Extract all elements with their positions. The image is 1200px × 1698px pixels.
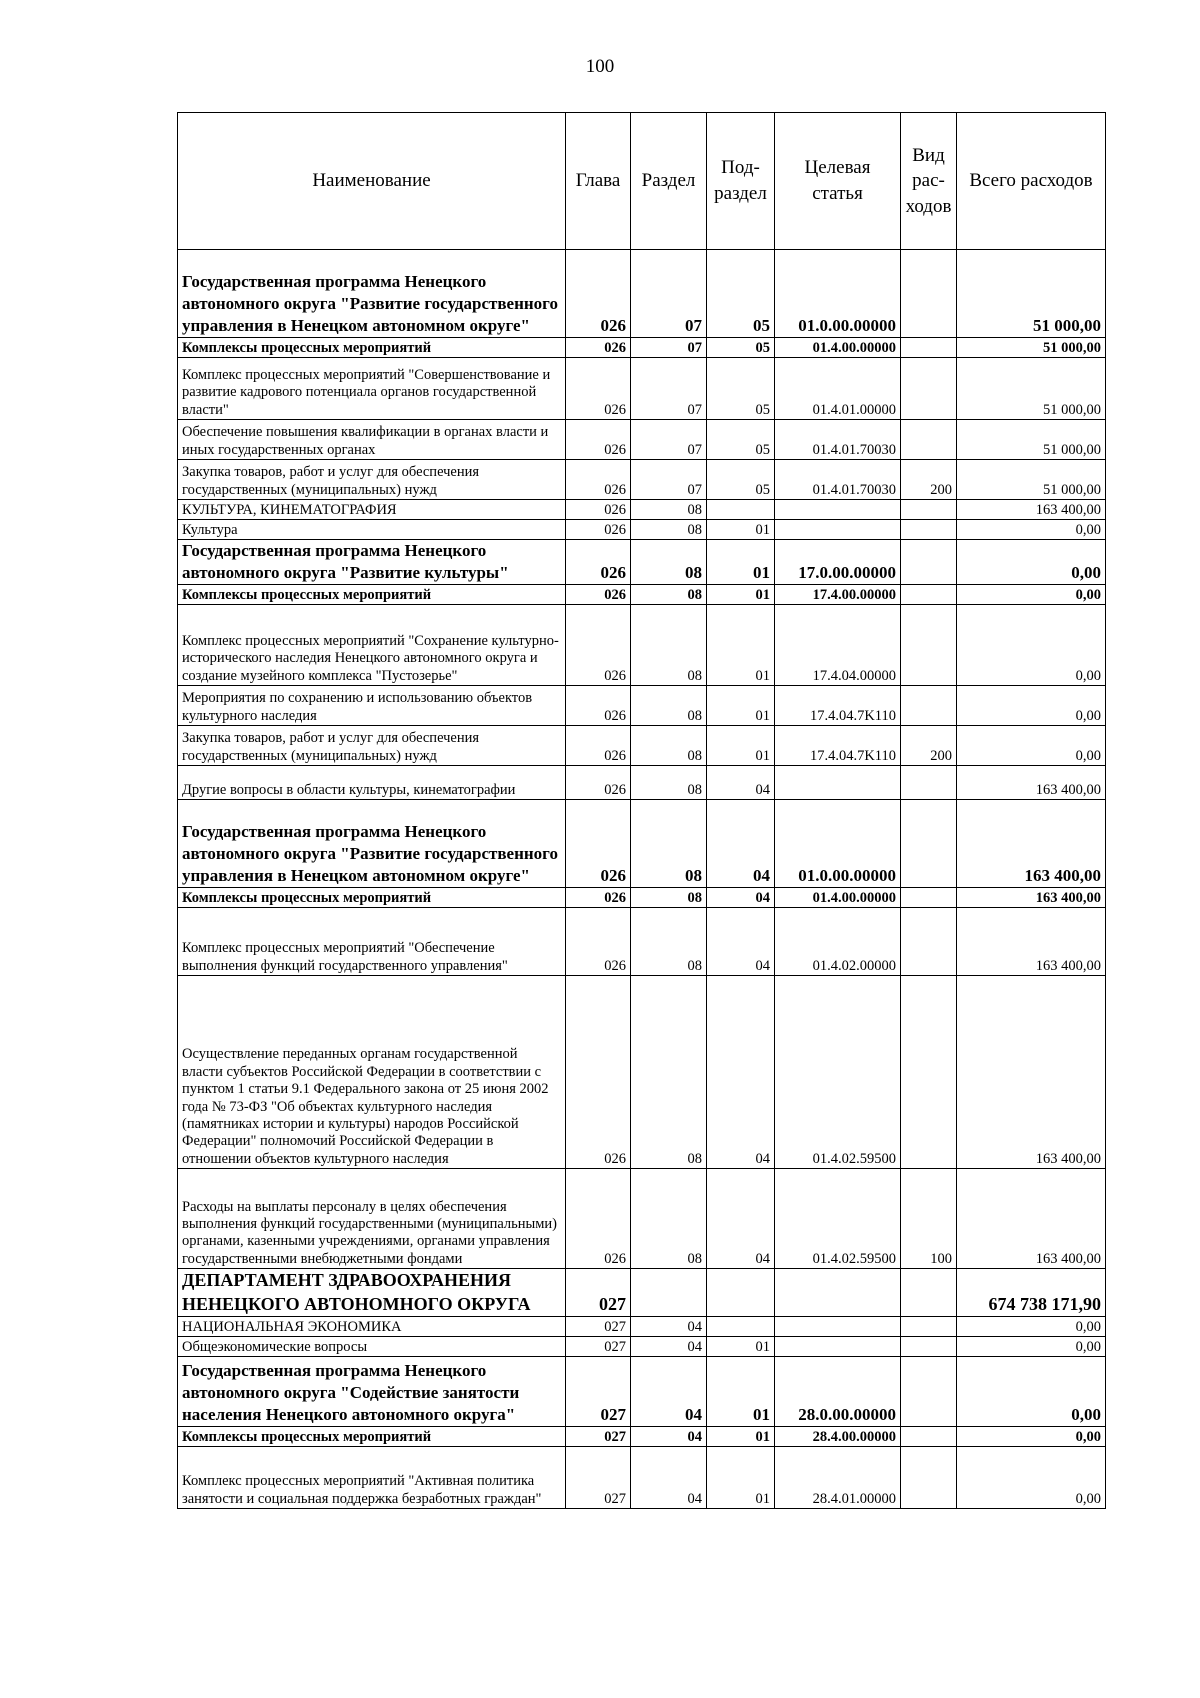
header-target: Целевая статья [775,113,901,250]
cell-name: Государственная программа Ненецкого автономного округа "Развитие государственного управления в Ненецком автономном округе" [178,250,566,338]
cell-subsection: 05 [707,250,775,338]
cell-chapter: 026 [566,540,631,585]
cell-total: 0,00 [957,540,1106,585]
cell-target [775,500,901,520]
cell-name: Другие вопросы в области культуры, кинематографии [178,766,566,800]
cell-chapter: 026 [566,338,631,358]
cell-name: Комплекс процессных мероприятий "Совершенствование и развитие кадрового потенциала органов государственной власти" [178,358,566,420]
cell-chapter: 026 [566,520,631,540]
cell-target: 01.0.00.00000 [775,800,901,888]
cell-name: Закупка товаров, работ и услуг для обеспечения государственных (муниципальных) нужд [178,460,566,500]
cell-kind [901,585,957,605]
table-row [178,1357,1106,1427]
cell-name: Общеэкономические вопросы [178,1337,566,1357]
cell-name: Закупка товаров, работ и услуг для обеспечения государственных (муниципальных) нужд [178,726,566,766]
cell-section: 08 [631,686,707,726]
cell-kind [901,1269,957,1317]
cell-chapter: 026 [566,686,631,726]
cell-name: Комплексы процессных мероприятий [178,338,566,358]
cell-chapter: 027 [566,1269,631,1317]
budget-table [177,112,1106,1509]
cell-subsection: 01 [707,605,775,686]
cell-target: 28.0.00.00000 [775,1357,901,1427]
cell-chapter: 026 [566,500,631,520]
cell-section: 08 [631,585,707,605]
cell-chapter: 027 [566,1317,631,1337]
cell-section: 04 [631,1337,707,1357]
cell-target: 01.4.02.59500 [775,976,901,1169]
table-row [178,1427,1106,1447]
cell-total: 51 000,00 [957,460,1106,500]
cell-subsection: 01 [707,1337,775,1357]
cell-section: 04 [631,1317,707,1337]
cell-chapter: 026 [566,800,631,888]
cell-total: 51 000,00 [957,338,1106,358]
cell-name: Комплексы процессных мероприятий [178,1427,566,1447]
table-row [178,1169,1106,1269]
table-row [178,420,1106,460]
cell-kind [901,520,957,540]
cell-kind [901,420,957,460]
cell-chapter: 027 [566,1427,631,1447]
table-row [178,338,1106,358]
cell-kind [901,540,957,585]
cell-name: Мероприятия по сохранению и использованию объектов культурного наследия [178,686,566,726]
cell-total: 0,00 [957,605,1106,686]
cell-name: Культура [178,520,566,540]
cell-kind [901,976,957,1169]
table-row [178,500,1106,520]
table-body [178,250,1106,1509]
cell-total: 163 400,00 [957,766,1106,800]
cell-kind [901,888,957,908]
cell-section: 08 [631,888,707,908]
cell-total: 51 000,00 [957,420,1106,460]
cell-chapter: 026 [566,420,631,460]
cell-target [775,1337,901,1357]
cell-kind [901,908,957,976]
cell-section: 07 [631,420,707,460]
cell-subsection: 04 [707,976,775,1169]
cell-kind [901,250,957,338]
table-row [178,460,1106,500]
table-row [178,1337,1106,1357]
cell-chapter: 026 [566,358,631,420]
cell-kind [901,605,957,686]
cell-target [775,1317,901,1337]
cell-target: 01.4.00.00000 [775,338,901,358]
cell-kind: 100 [901,1169,957,1269]
cell-name: НАЦИОНАЛЬНАЯ ЭКОНОМИКА [178,1317,566,1337]
cell-chapter: 026 [566,766,631,800]
cell-section: 07 [631,358,707,420]
cell-kind [901,358,957,420]
table-row [178,540,1106,585]
cell-kind [901,686,957,726]
cell-subsection: 05 [707,420,775,460]
cell-chapter: 026 [566,888,631,908]
cell-subsection: 01 [707,726,775,766]
cell-target: 17.4.00.00000 [775,585,901,605]
table-row [178,726,1106,766]
cell-section: 07 [631,338,707,358]
cell-subsection: 01 [707,686,775,726]
cell-target: 01.4.01.70030 [775,420,901,460]
cell-section [631,1269,707,1317]
cell-name: Комплекс процессных мероприятий "Активная политика занятости и социальная поддержка безработных граждан" [178,1447,566,1509]
table-row [178,585,1106,605]
cell-chapter: 027 [566,1447,631,1509]
cell-chapter: 026 [566,460,631,500]
cell-subsection [707,1269,775,1317]
cell-total: 51 000,00 [957,358,1106,420]
cell-total: 0,00 [957,1317,1106,1337]
cell-total: 163 400,00 [957,800,1106,888]
cell-target: 17.4.04.7K110 [775,686,901,726]
cell-section: 08 [631,800,707,888]
cell-total: 0,00 [957,686,1106,726]
cell-name: Обеспечение повышения квалификации в органах власти и иных государственных органах [178,420,566,460]
header-section: Раздел [631,113,707,250]
cell-section: 07 [631,460,707,500]
cell-total: 674 738 171,90 [957,1269,1106,1317]
cell-total: 163 400,00 [957,976,1106,1169]
cell-chapter: 026 [566,1169,631,1269]
cell-subsection: 04 [707,908,775,976]
cell-kind [901,338,957,358]
cell-chapter: 027 [566,1357,631,1427]
cell-name: Расходы на выплаты персоналу в целях обеспечения выполнения функций государственными (муниципальными) органами, казенными учреждениями, органами управления государственными внебюджетными фондами [178,1169,566,1269]
header-row [178,113,1106,250]
cell-section: 04 [631,1357,707,1427]
cell-section: 08 [631,520,707,540]
cell-target: 01.4.01.00000 [775,358,901,420]
cell-target [775,766,901,800]
cell-kind: 200 [901,460,957,500]
cell-subsection: 05 [707,358,775,420]
cell-name: Государственная программа Ненецкого автономного округа "Развитие государственного управления в Ненецком автономном округе" [178,800,566,888]
cell-total: 0,00 [957,1427,1106,1447]
cell-chapter: 026 [566,605,631,686]
cell-subsection: 01 [707,520,775,540]
cell-kind [901,800,957,888]
cell-target: 01.4.02.59500 [775,1169,901,1269]
cell-section: 08 [631,605,707,686]
cell-total: 163 400,00 [957,908,1106,976]
cell-section: 04 [631,1447,707,1509]
cell-total: 0,00 [957,1357,1106,1427]
cell-subsection: 04 [707,1169,775,1269]
cell-kind [901,1447,957,1509]
cell-subsection: 01 [707,540,775,585]
cell-subsection: 01 [707,585,775,605]
cell-chapter: 026 [566,726,631,766]
cell-target: 01.4.00.00000 [775,888,901,908]
cell-name: Государственная программа Ненецкого автономного округа "Развитие культуры" [178,540,566,585]
cell-section: 08 [631,726,707,766]
table-row [178,888,1106,908]
cell-chapter: 026 [566,908,631,976]
cell-section: 08 [631,908,707,976]
cell-target: 01.4.02.00000 [775,908,901,976]
cell-kind [901,1337,957,1357]
cell-chapter: 026 [566,585,631,605]
cell-kind [901,1317,957,1337]
cell-name: Осуществление переданных органам государственной власти субъектов Российской Федерации в соответствии с пунктом 1 статьи 9.1 Федерального закона от 25 июня 2002 года № 73-ФЗ "Об объектах культурного наследия (памятниках истории и культуры) народов Российской Федерации" полномочий Российской Федерации в отношении объектов культурного наследия [178,976,566,1169]
cell-target: 01.4.01.70030 [775,460,901,500]
table-row [178,358,1106,420]
cell-name: ДЕПАРТАМЕНТ ЗДРАВООХРАНЕНИЯ НЕНЕЦКОГО АВТОНОМНОГО ОКРУГА [178,1269,566,1317]
table-row [178,1269,1106,1317]
header-name: Наименование [178,113,566,250]
page-number: 100 [585,56,615,77]
cell-target: 28.4.00.00000 [775,1427,901,1447]
cell-name: Комплекс процессных мероприятий "Обеспечение выполнения функций государственного управления" [178,908,566,976]
cell-subsection: 04 [707,766,775,800]
cell-chapter: 026 [566,250,631,338]
cell-kind [901,1427,957,1447]
cell-subsection: 05 [707,460,775,500]
table-row [178,766,1106,800]
table-row [178,250,1106,338]
cell-total: 163 400,00 [957,1169,1106,1269]
cell-kind [901,766,957,800]
cell-subsection [707,1317,775,1337]
cell-total: 0,00 [957,520,1106,540]
cell-target: 28.4.01.00000 [775,1447,901,1509]
cell-section: 08 [631,976,707,1169]
table-row [178,1317,1106,1337]
table-row [178,908,1106,976]
table-row [178,605,1106,686]
cell-section: 08 [631,1169,707,1269]
cell-target: 01.0.00.00000 [775,250,901,338]
cell-total: 163 400,00 [957,500,1106,520]
header-kind: Вид рас-ходов [901,113,957,250]
header-total: Всего расходов [957,113,1106,250]
cell-name: Комплексы процессных мероприятий [178,888,566,908]
cell-kind: 200 [901,726,957,766]
cell-target [775,520,901,540]
cell-target: 17.4.04.7K110 [775,726,901,766]
table-row [178,1447,1106,1509]
table-row [178,520,1106,540]
cell-subsection: 04 [707,800,775,888]
cell-section: 04 [631,1427,707,1447]
cell-target: 17.4.04.00000 [775,605,901,686]
cell-subsection [707,500,775,520]
cell-section: 08 [631,500,707,520]
table-row [178,976,1106,1169]
cell-name: Комплексы процессных мероприятий [178,585,566,605]
cell-section: 08 [631,540,707,585]
cell-total: 163 400,00 [957,888,1106,908]
cell-total: 51 000,00 [957,250,1106,338]
cell-name: КУЛЬТУРА, КИНЕМАТОГРАФИЯ [178,500,566,520]
cell-name: Государственная программа Ненецкого автономного округа "Содействие занятости населения Ненецкого автономного округа" [178,1357,566,1427]
cell-total: 0,00 [957,1337,1106,1357]
cell-subsection: 01 [707,1357,775,1427]
cell-subsection: 04 [707,888,775,908]
cell-total: 0,00 [957,726,1106,766]
cell-target [775,1269,901,1317]
header-subsection: Под-раздел [707,113,775,250]
cell-kind [901,500,957,520]
cell-section: 07 [631,250,707,338]
cell-chapter: 026 [566,976,631,1169]
cell-subsection: 05 [707,338,775,358]
cell-chapter: 027 [566,1337,631,1357]
cell-total: 0,00 [957,585,1106,605]
table-row [178,686,1106,726]
cell-subsection: 01 [707,1427,775,1447]
cell-section: 08 [631,766,707,800]
table-row [178,800,1106,888]
cell-kind [901,1357,957,1427]
cell-name: Комплекс процессных мероприятий "Сохранение культурно-исторического наследия Ненецкого автономного округа и создание музейного комплекса "Пустозерье" [178,605,566,686]
cell-subsection: 01 [707,1447,775,1509]
cell-total: 0,00 [957,1447,1106,1509]
header-chapter: Глава [566,113,631,250]
cell-target: 17.0.00.00000 [775,540,901,585]
